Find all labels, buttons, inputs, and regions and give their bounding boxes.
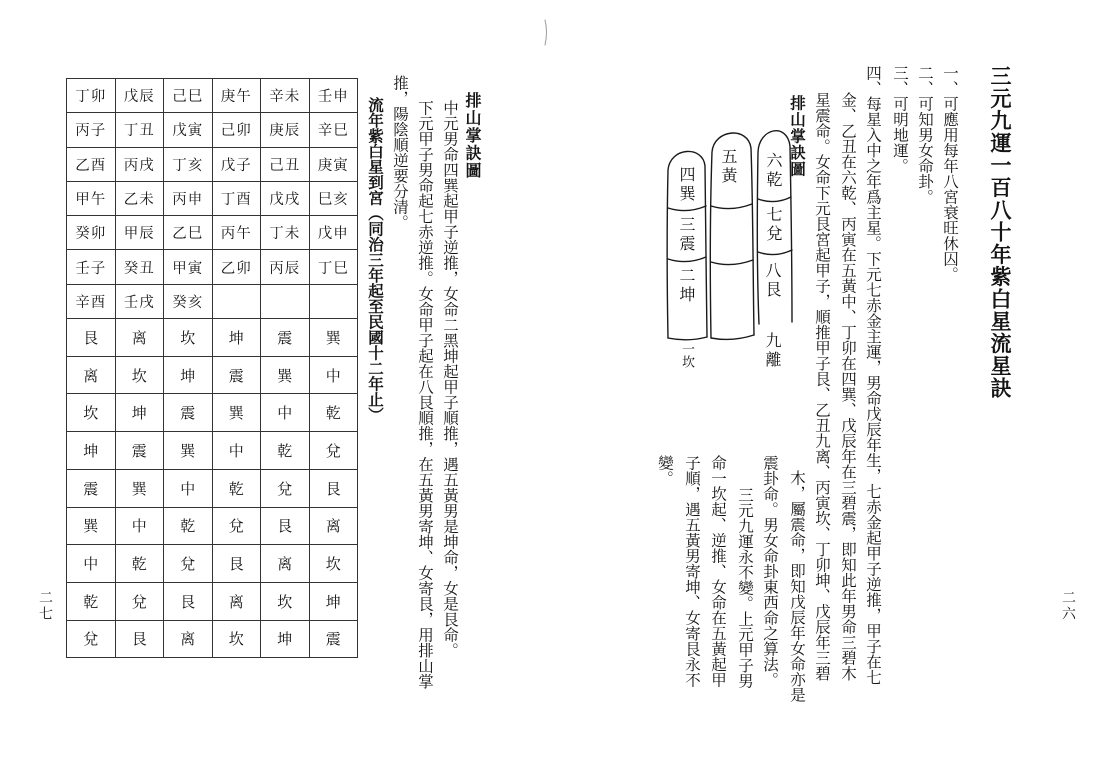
year-cell: 甲辰 [115,216,164,250]
palace-cell: 坤 [115,394,164,432]
table-row [67,319,358,357]
table-row [67,284,358,318]
palace-cell: 兌 [115,582,164,620]
year-cell: 丙辰 [261,250,310,284]
palace-cell: 坎 [261,582,310,620]
left-finger-base [668,337,707,340]
palace-cell: 离 [261,545,310,583]
palace-cell: 乾 [212,469,261,507]
palace-cell: 艮 [261,507,310,545]
year-cell: 辛未 [261,79,310,113]
palace-cell: 乾 [261,432,310,470]
table-row [67,250,358,284]
palace-cell: 巽 [164,432,213,470]
palace-cell: 巽 [115,469,164,507]
list-item: 三、可明地運。 [891,65,909,174]
year-cell: 丙午 [212,216,261,250]
palace-cell: 坎 [67,394,116,432]
palace-cell: 震 [115,432,164,470]
year-cell: 己巳 [164,79,213,113]
year-cell: 丁丑 [115,113,164,147]
palace-cell: 震 [164,394,213,432]
body-line: 震卦命。男女命卦東西命之算法。 [761,455,779,688]
palace-cell: 艮 [212,545,261,583]
palace-cell: 离 [67,356,116,394]
year-cell: 丁亥 [164,147,213,181]
table-row [67,394,358,432]
year-cell [212,284,261,318]
year-cell: 丁巳 [309,250,358,284]
table-row [67,181,358,215]
palace-cell: 乾 [309,394,358,432]
palace-cell: 离 [212,582,261,620]
year-cell: 癸亥 [164,284,213,318]
year-cell: 戊辰 [115,79,164,113]
body-line: 星震命。女命下元艮宮起甲子，順推甲子艮、乙丑九离、丙寅坎、丁卯坤、戊辰年三碧 [813,92,831,681]
body-line: 推，陽陰順逆要分清。 [391,75,409,230]
table-row [67,216,358,250]
palace-cell: 兌 [67,620,116,658]
body-line: 命一坎起、逆推、女命在五黃起甲 [709,455,727,688]
year-cell: 庚午 [212,79,261,113]
left-finger-joint-upper [668,206,706,211]
diagram-caption: 排山掌訣圖 [788,95,807,178]
body-line: 子順，遇五黃男寄坤、女寄艮永不 [683,455,701,688]
year-cell: 乙巳 [164,216,213,250]
right-finger-joint-lower [758,250,792,255]
palace-cell: 巽 [309,319,358,357]
body-line: 三元九運永不變。上元甲子男 [736,487,754,689]
year-cell: 庚寅 [309,147,358,181]
list-item: 一、可應用每年八宮衰旺休囚。 [941,65,959,282]
year-cell: 巳亥 [309,181,358,215]
finger-base-label: 一坎 [679,342,694,368]
palace-cell: 兌 [309,432,358,470]
palace-cell: 艮 [309,469,358,507]
year-cell: 乙卯 [212,250,261,284]
palace-cell: 震 [212,356,261,394]
palace-cell: 震 [261,319,310,357]
body-line: 變。 [656,455,674,486]
year-cell: 丁卯 [67,79,116,113]
palace-cell: 乾 [115,545,164,583]
palace-cell: 乾 [164,507,213,545]
palace-cell: 坤 [261,620,310,658]
table-row [67,79,358,113]
year-cell: 庚辰 [261,113,310,147]
palace-cell: 震 [67,469,116,507]
table-row [67,582,358,620]
palace-cell: 巽 [261,356,310,394]
palace-cell: 坎 [309,545,358,583]
table-row [67,545,358,583]
table-row [67,147,358,181]
year-cell: 戊戌 [261,181,310,215]
list-item: 二、可知男女命卦。 [916,65,934,205]
middle-finger-joint-upper [711,204,752,209]
right-finger-joint-upper [758,197,791,202]
year-cell: 丙子 [67,113,116,147]
year-cell: 己卯 [212,113,261,147]
finger-base-label: 九離 [763,332,782,370]
year-cell: 乙未 [115,181,164,215]
palace-cell: 坤 [164,356,213,394]
palace-cell: 中 [67,545,116,583]
palace-cell: 坤 [212,319,261,357]
table-row [67,507,358,545]
body-line: 下元甲子男命起七赤逆推。女命甲子起在八艮順推，在五黃男寄坤、女寄艮，用排山掌 [416,100,434,689]
table-row [67,620,358,658]
year-cell [261,284,310,318]
finger-segment-label: 六乾 [764,152,783,190]
year-cell: 丙戌 [115,147,164,181]
year-cell: 戊子 [212,147,261,181]
year-cell: 戊寅 [164,113,213,147]
finger-segment-label: 二坤 [677,267,696,305]
section-heading: 排山掌訣圖 [463,92,482,180]
year-cell: 辛巳 [309,113,358,147]
table-row [67,113,358,147]
year-cell: 癸丑 [115,250,164,284]
finger-segment-label: 四巽 [677,166,696,204]
annual-star-palace-table [66,78,358,658]
year-cell [309,284,358,318]
middle-finger-joint-lower [711,260,753,265]
palace-cell: 中 [212,432,261,470]
left-finger-joint-lower [668,257,706,262]
year-cell: 丁未 [261,216,310,250]
palace-cell: 坎 [212,620,261,658]
gutter-mark [545,20,547,45]
palace-cell: 兌 [261,469,310,507]
finger-segment-label: 八艮 [763,262,782,300]
palace-cell: 巽 [212,394,261,432]
body-line: 中元男命四巽起甲子逆推，女命二黑坤起甲子順推，遇五黃男是坤命，女是艮命。 [441,100,459,658]
palace-cell: 艮 [164,582,213,620]
finger-segment-label: 五黃 [719,148,738,186]
palace-cell: 艮 [67,319,116,357]
palace-cell: 巽 [67,507,116,545]
finger-segment-label: 三震 [677,216,696,254]
year-cell: 壬申 [309,79,358,113]
year-cell: 戊申 [309,216,358,250]
palace-cell: 离 [164,620,213,658]
palace-cell: 兌 [212,507,261,545]
table-row [67,432,358,470]
year-cell: 丁酉 [212,181,261,215]
year-cell: 辛酉 [67,284,116,318]
right-page-title: 三元九運一百八十年紫白星流星訣 [988,65,1013,400]
palace-cell: 坎 [164,319,213,357]
year-cell: 己丑 [261,147,310,181]
palace-cell: 离 [309,507,358,545]
year-cell: 癸卯 [67,216,116,250]
palace-cell: 乾 [67,582,116,620]
body-line: 四、每星入中之年爲主星。下元七赤金主運，男命戊辰年生，七赤金起甲子逆推，甲子在七 [864,65,882,685]
body-line: 木，屬震命，即知戊辰年女命亦是 [788,470,806,703]
middle-finger-base [711,335,754,339]
table-caption: 流年紫白星到宮（同治三年起至民國十二年止） [366,97,385,423]
year-cell: 壬子 [67,250,116,284]
palace-cell: 坤 [309,582,358,620]
body-line: 金、乙丑在六乾、丙寅在五黃中、丁卯在四巽、戊辰年在三碧震，即知此年男命三碧木 [839,92,857,681]
finger-segment-label: 七兌 [764,206,783,244]
year-cell: 丙申 [164,181,213,215]
page-number: 二六 [1060,590,1076,622]
palace-cell: 中 [261,394,310,432]
table-row [67,469,358,507]
palace-cell: 离 [115,319,164,357]
year-cell: 甲寅 [164,250,213,284]
palace-cell: 中 [309,356,358,394]
palace-cell: 中 [164,469,213,507]
palace-cell: 中 [115,507,164,545]
palace-cell: 坤 [67,432,116,470]
year-cell: 壬戌 [115,284,164,318]
palace-cell: 艮 [115,620,164,658]
palace-cell: 兌 [164,545,213,583]
year-cell: 甲午 [67,181,116,215]
palace-cell: 震 [309,620,358,658]
page-number: 二七 [37,590,53,622]
year-cell: 乙酉 [67,147,116,181]
palace-cell: 坎 [115,356,164,394]
table-row [67,356,358,394]
